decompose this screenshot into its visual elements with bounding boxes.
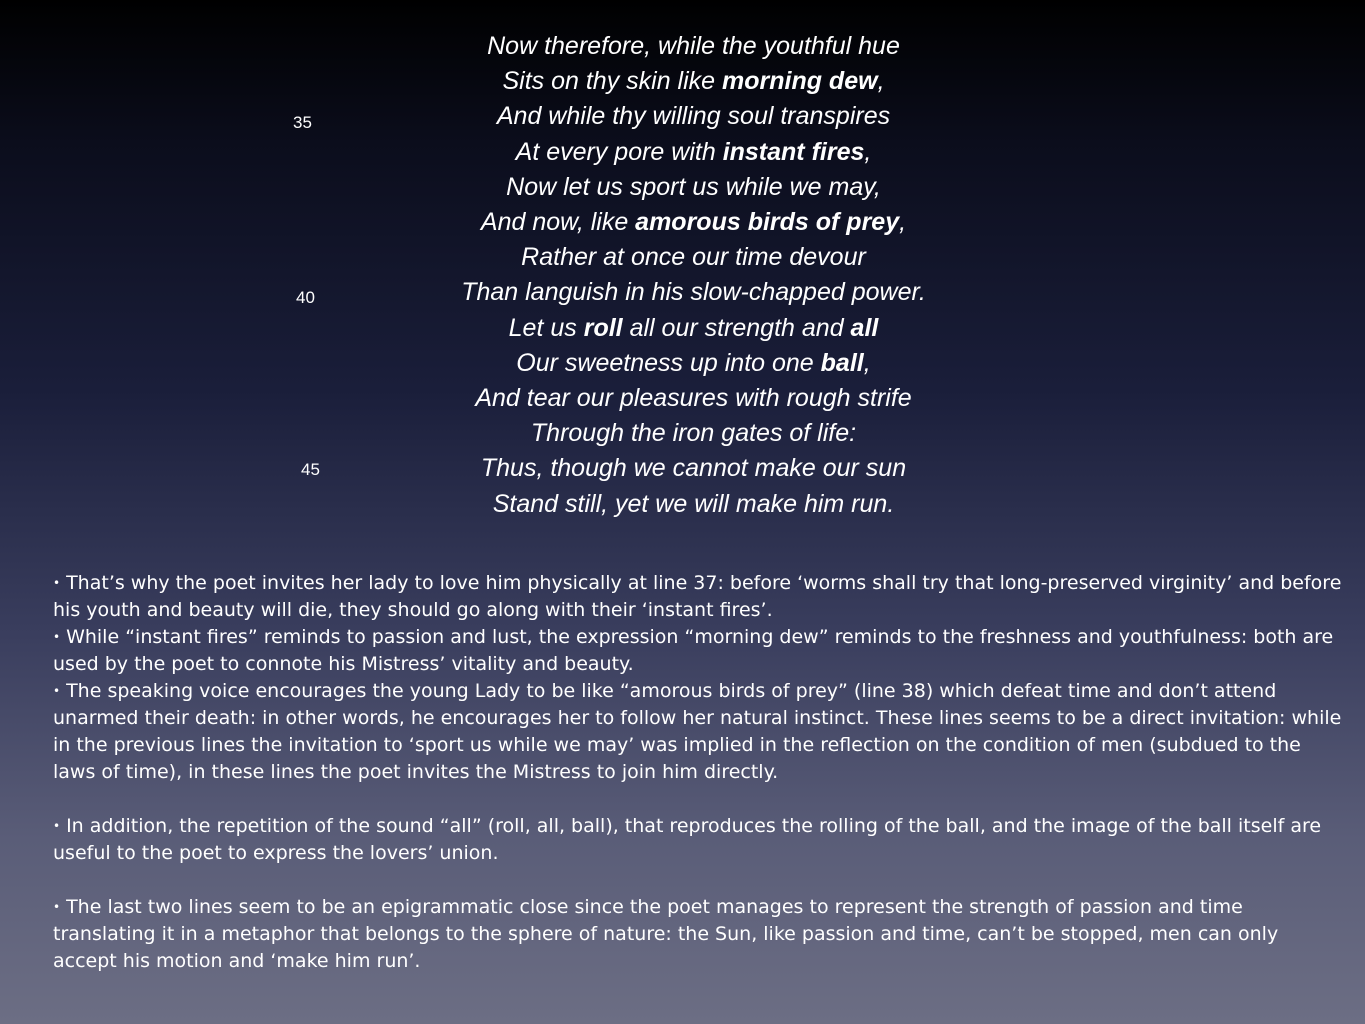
poem-line: Than languish in his slow-chapped power.: [461, 278, 926, 307]
spacer: [53, 867, 1343, 894]
commentary-bullet: • In addition, the repetition of the sound “all” (roll, all, ball), that reproduces the rolling of the ball, and the image of the ball itself are useful to the poet to express the lovers’ union.: [53, 815, 1322, 864]
bullet-icon: •: [53, 900, 61, 914]
poem-line: Rather at once our time devour: [521, 243, 866, 272]
bullet-icon: •: [53, 684, 61, 698]
commentary-list: [53, 570, 1343, 975]
line-number-45: 45: [301, 460, 320, 479]
commentary-bullet: • The speaking voice encourages the young Lady to be like “amorous birds of prey” (line 38) which defeat time and don’t attend unarmed their death: in other words, he encourages her to follow her natural instinct. These lines seems to be a direct invitation: while in the previous lines the invitation to ‘sport us while we may’ was implied in the reflection on the condition of men (subdued to the laws of time), in these lines the poet invites the Mistress to join him directly.: [53, 680, 1342, 783]
poem-line: Sits on thy skin like morning dew,: [502, 67, 885, 96]
poem-line: Now let us sport us while we may,: [506, 172, 881, 201]
poem-line: Let us roll all our strength and all: [508, 313, 879, 342]
poem-line: Through the iron gates of life:: [530, 419, 857, 448]
poem-line: And while thy willing soul transpires: [496, 102, 891, 131]
poem-line: Our sweetness up into one ball,: [516, 348, 871, 377]
poem-line: Thus, though we cannot make our sun: [480, 454, 907, 483]
bullet-icon: •: [53, 819, 61, 833]
emphasis: morning dew: [722, 67, 878, 96]
emphasis: all: [850, 313, 879, 342]
line-number-40: 40: [296, 288, 315, 307]
line-number-35: 35: [293, 113, 312, 132]
commentary-bullet: • While “instant fires” reminds to passion and lust, the expression “morning dew” reminds to the freshness and youthfulness: both are used by the poet to connote his Mistress’ vitality and beauty.: [53, 626, 1334, 675]
emphasis: amorous birds of prey: [635, 208, 900, 237]
poem-stanza: [360, 29, 1027, 522]
poem-line: At every pore with instant fires,: [515, 137, 872, 166]
bullet-icon: •: [53, 576, 61, 590]
bullet-icon: •: [53, 630, 61, 644]
commentary-bullet: • That’s why the poet invites her lady to love him physically at line 37: before ‘worms shall try that long-preserved virginity’ and before his youth and beauty will die, they should go along with their ‘instant fires’.: [53, 572, 1342, 621]
poem-line: Now therefore, while the youthful hue: [487, 32, 900, 60]
spacer: [53, 786, 1343, 813]
commentary-bullet: • The last two lines seem to be an epigrammatic close since the poet manages to represent the strength of passion and time translating it in a metaphor that belongs to the sphere of nature: the Sun, like passion and time, can’t be stopped, men can only accept his motion and ‘make him run’.: [53, 896, 1279, 972]
poem-line: Stand still, yet we will make him run.: [492, 489, 895, 518]
poem-line: And tear our pleasures with rough strife: [475, 384, 912, 413]
emphasis: instant fires: [722, 137, 865, 166]
emphasis: ball: [820, 348, 864, 377]
poem-line: And now, like amorous birds of prey,: [480, 208, 907, 237]
emphasis: roll: [583, 313, 623, 342]
